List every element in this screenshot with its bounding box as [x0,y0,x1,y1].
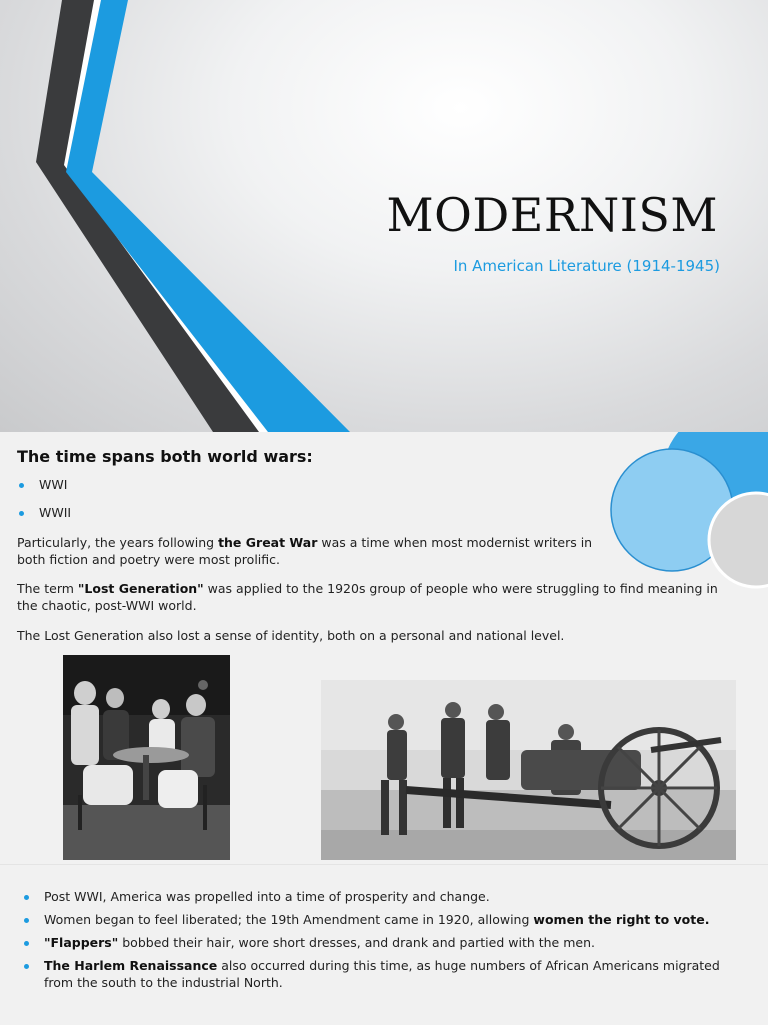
list-item: WWII [17,505,71,522]
list-item: WWI [17,477,71,494]
bullet-icon [24,895,29,900]
list-item: The Harlem Renaissance also occurred during this time, as huge numbers of African Americans migrated from the south to the industrial North. [22,958,752,992]
title-slide [0,0,768,432]
paragraph-identity: The Lost Generation also lost a sense of identity, both on a personal and national level. [17,628,565,643]
post-war-list [22,889,752,997]
cafe-photo [63,655,230,860]
list-item: Post WWI, America was propelled into a time of prosperity and change. [22,889,752,906]
slide-subtitle: In American Literature (1914-1945) [453,257,720,275]
bullet-icon [19,483,24,488]
soldiers-photo [321,680,736,860]
paragraph-lost-generation: The term "Lost Generation" was applied to the 1920s group of people who were struggling to find meaning in the chaotic, post-WWI world. [17,581,718,614]
paragraph-great-war: Particularly, the years following the Great War was a time when most modernist writers in both fiction and poetry were most prolific. [17,535,593,568]
war-list [17,477,71,522]
list-item: Women began to feel liberated; the 19th Amendment came in 1920, allowing women the right to vote. [22,912,752,929]
bullet-icon [24,918,29,923]
bullet-icon [24,964,29,969]
bullet-icon [19,511,24,516]
section-heading: The time spans both world wars: [17,447,313,466]
bullet-icon [24,941,29,946]
slide-title: MODERNISM [386,188,718,242]
list-item: "Flappers" bobbed their hair, wore short dresses, and drank and partied with the men. [22,935,752,952]
